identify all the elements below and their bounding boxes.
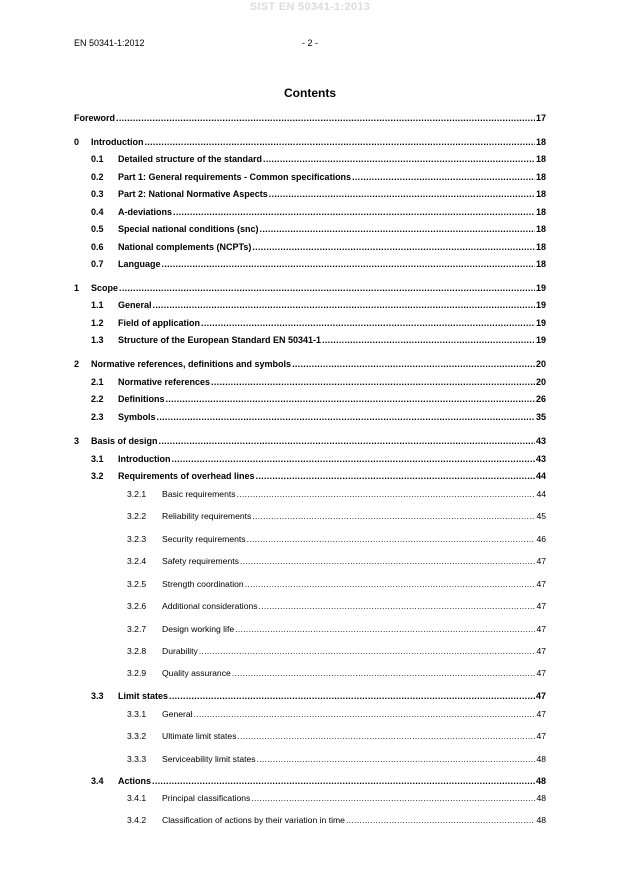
- toc-entry[interactable]: [74, 453, 546, 466]
- toc-entry-number: 3.4: [91, 776, 104, 786]
- toc-entry-page: 17: [535, 113, 546, 123]
- dot-leader: [119, 282, 535, 295]
- toc-entry[interactable]: [74, 645, 546, 658]
- dot-leader: [152, 775, 535, 788]
- toc-entry[interactable]: [74, 753, 546, 766]
- toc-entry-page: 48: [536, 793, 546, 803]
- toc-entry-number: 1.2: [91, 318, 104, 328]
- toc-entry-number: 1.1: [91, 300, 104, 310]
- toc-entry-title: Special national conditions (snc): [118, 224, 259, 234]
- toc-entry-title: Reliability requirements: [162, 511, 252, 521]
- toc-entry[interactable]: [74, 708, 546, 721]
- toc-entry-title: Basic requirements: [162, 489, 236, 499]
- toc-entry[interactable]: [74, 814, 546, 827]
- toc-entry-page: 43: [535, 454, 546, 464]
- toc-entry-title: Normative references, definitions and symbols: [91, 359, 292, 369]
- toc-entry-page: 43: [535, 436, 546, 446]
- toc-entry-title: Serviceability limit states: [162, 754, 256, 764]
- toc-entry-page: 47: [536, 579, 546, 589]
- toc-entry-number: 3.2.1: [127, 489, 147, 499]
- dot-leader: [240, 555, 536, 568]
- toc-entry-title: Ultimate limit states: [162, 731, 237, 741]
- toc-entry-title: A-deviations: [118, 207, 173, 217]
- toc-entry[interactable]: [74, 555, 546, 568]
- dot-leader: [256, 470, 535, 483]
- toc-entry-title: General: [162, 709, 193, 719]
- toc-entry-number: 2.3: [91, 412, 104, 422]
- toc-entry-page: 46: [536, 534, 546, 544]
- toc-entry-number: 3.2.5: [127, 579, 147, 589]
- toc-entry-number: 0.1: [91, 154, 104, 164]
- contents-title: Contents: [284, 86, 336, 100]
- page-number: - 2 -: [301, 38, 318, 48]
- toc-entry-title: Principal classifications: [162, 793, 251, 803]
- toc-entry[interactable]: [74, 792, 546, 805]
- dot-leader: [157, 411, 535, 424]
- toc-entry-page: 19: [535, 283, 546, 293]
- toc-entry-title: Detailed structure of the standard: [118, 154, 263, 164]
- toc-entry-title: Normative references: [118, 377, 211, 387]
- dot-leader: [145, 136, 535, 149]
- toc-entry-title: Field of application: [118, 318, 201, 328]
- toc-entry[interactable]: [74, 411, 546, 424]
- toc-entry-title: Language: [118, 259, 161, 269]
- toc-entry[interactable]: [74, 334, 546, 347]
- dot-leader: [346, 814, 536, 827]
- dot-leader: [322, 334, 535, 347]
- toc-entry-number: 0.6: [91, 242, 104, 252]
- toc-entry-page: 48: [536, 754, 546, 764]
- toc-entry-title: Basis of design: [91, 436, 158, 446]
- toc-entry-number: 3.2: [91, 471, 104, 481]
- toc-entry[interactable]: [74, 510, 546, 523]
- toc-entry-number: 3.3: [91, 691, 104, 701]
- dot-leader: [173, 206, 535, 219]
- toc-entry-page: 47: [536, 709, 546, 719]
- toc-entry[interactable]: [74, 533, 546, 546]
- dot-leader: [259, 600, 536, 613]
- dot-leader: [252, 510, 535, 523]
- toc-entry-number: 3.2.4: [127, 556, 147, 566]
- toc-entry-title: National complements (NCPTs): [118, 242, 252, 252]
- toc-entry[interactable]: [74, 775, 546, 788]
- toc-entry-page: 47: [536, 556, 546, 566]
- toc-entry-page: 18: [535, 242, 546, 252]
- toc-entry[interactable]: [74, 376, 546, 389]
- dot-leader: [237, 488, 536, 501]
- dot-leader: [172, 453, 535, 466]
- toc-entry-page: 18: [535, 154, 546, 164]
- dot-leader: [201, 317, 535, 330]
- toc-entry-page: 18: [535, 172, 546, 182]
- toc-entry-number: 1.3: [91, 335, 104, 345]
- document-id: EN 50341-1:2012: [74, 38, 145, 48]
- toc-entry-number: 3.2.7: [127, 624, 147, 634]
- dot-leader: [232, 667, 536, 680]
- toc-entry-number: 3: [74, 436, 80, 446]
- dot-leader: [245, 578, 536, 591]
- toc-entry-number: 3.4.1: [127, 793, 147, 803]
- toc-entry-page: 44: [536, 489, 546, 499]
- toc-entry-page: 47: [536, 624, 546, 634]
- toc-entry[interactable]: [74, 578, 546, 591]
- toc-entry-number: 0.3: [91, 189, 104, 199]
- toc-entry-title: Introduction: [91, 137, 144, 147]
- dot-leader: [257, 753, 536, 766]
- toc-entry-page: 18: [535, 189, 546, 199]
- dot-leader: [252, 241, 535, 254]
- toc-entry[interactable]: [74, 282, 546, 295]
- toc-entry-number: 0.7: [91, 259, 104, 269]
- toc-entry-title: Additional considerations: [162, 601, 258, 611]
- toc-entry-title: Durability: [162, 646, 198, 656]
- dot-leader: [292, 358, 535, 371]
- toc-entry-title: Part 1: General requirements - Common specifications: [118, 172, 352, 182]
- toc-entry-number: 0.2: [91, 172, 104, 182]
- toc-entry[interactable]: [74, 730, 546, 743]
- toc-entry[interactable]: [74, 171, 546, 184]
- toc-entry-page: 26: [535, 394, 546, 404]
- toc-entry-number: 3.3.1: [127, 709, 147, 719]
- toc-entry-number: 3.2.2: [127, 511, 147, 521]
- toc-entry[interactable]: [74, 112, 546, 125]
- toc-entry[interactable]: [74, 393, 546, 406]
- toc-entry-page: 20: [535, 377, 546, 387]
- toc-entry[interactable]: [74, 299, 546, 312]
- toc-entry[interactable]: [74, 223, 546, 236]
- toc-entry[interactable]: [74, 623, 546, 636]
- toc-entry-page: 19: [535, 318, 546, 328]
- dot-leader: [260, 223, 535, 236]
- toc-entry-number: 1: [74, 283, 80, 293]
- dot-leader: [166, 393, 535, 406]
- toc-entry-title: Part 2: National Normative Aspects: [118, 189, 268, 199]
- toc-entry-page: 47: [536, 601, 546, 611]
- toc-entry-page: 44: [535, 471, 546, 481]
- toc-entry-page: 48: [536, 815, 546, 825]
- toc-entry-title: Design working life: [162, 624, 235, 634]
- dot-leader: [352, 171, 535, 184]
- toc-entry[interactable]: [74, 435, 546, 448]
- toc-entry[interactable]: [74, 470, 546, 483]
- toc-entry-page: 48: [535, 776, 546, 786]
- toc-entry[interactable]: [74, 136, 546, 149]
- toc-entry[interactable]: [74, 153, 546, 166]
- toc-entry-number: 0.4: [91, 207, 104, 217]
- toc-entry-number: 3.3.2: [127, 731, 147, 741]
- toc-entry[interactable]: [74, 258, 546, 271]
- toc-entry-title: Structure of the European Standard EN 50341-1: [118, 335, 322, 345]
- toc-entry-title: Limit states: [118, 691, 169, 701]
- toc-entry-number: 2.2: [91, 394, 104, 404]
- toc-entry-title: Classification of actions by their variation in time: [162, 815, 345, 825]
- dot-leader: [211, 376, 535, 389]
- toc-entry[interactable]: [74, 358, 546, 371]
- toc-entry-number: 3.4.2: [127, 815, 147, 825]
- toc-entry-page: 19: [535, 335, 546, 345]
- toc-entry-title: Scope: [91, 283, 119, 293]
- toc-entry-number: 3.2.8: [127, 646, 147, 656]
- toc-entry[interactable]: [74, 488, 546, 501]
- toc-entry-title: General: [118, 300, 152, 310]
- toc-entry-title: Introduction: [118, 454, 171, 464]
- dot-leader: [162, 258, 535, 271]
- toc-entry[interactable]: [74, 600, 546, 613]
- toc-entry-number: 3.2.9: [127, 668, 147, 678]
- toc-entry[interactable]: [74, 241, 546, 254]
- toc-entry-title: Safety requirements: [162, 556, 239, 566]
- toc-entry-number: 0: [74, 137, 80, 147]
- dot-leader: [238, 730, 536, 743]
- dot-leader: [159, 435, 535, 448]
- toc-entry[interactable]: [74, 206, 546, 219]
- toc-entry-page: 18: [535, 224, 546, 234]
- toc-entry-title: Security requirements: [162, 534, 246, 544]
- toc-entry-page: 45: [536, 511, 546, 521]
- toc-entry-page: 47: [536, 731, 546, 741]
- toc-entry[interactable]: [74, 317, 546, 330]
- toc-entry-title: Actions: [118, 776, 152, 786]
- dot-leader: [235, 623, 535, 636]
- toc-entry-title: Symbols: [118, 412, 156, 422]
- watermark: SIST EN 50341-1:2013: [249, 1, 371, 13]
- dot-leader: [199, 645, 536, 658]
- dot-leader: [153, 299, 535, 312]
- dot-leader: [251, 792, 535, 805]
- toc-entry[interactable]: [74, 188, 546, 201]
- toc-entry-number: 0.5: [91, 224, 104, 234]
- dot-leader: [194, 708, 536, 721]
- toc-entry-title: Strength coordination: [162, 579, 244, 589]
- toc-entry[interactable]: [74, 690, 546, 703]
- toc-entry-title: Foreword: [74, 113, 116, 123]
- toc-entry-page: 47: [535, 691, 546, 701]
- toc-entry-page: 20: [535, 359, 546, 369]
- dot-leader: [247, 533, 536, 546]
- toc-entry-title: Quality assurance: [162, 668, 231, 678]
- toc-entry-page: 18: [535, 207, 546, 217]
- toc-entry-number: 3.3.3: [127, 754, 147, 764]
- dot-leader: [169, 690, 535, 703]
- dot-leader: [269, 188, 535, 201]
- dot-leader: [116, 112, 535, 125]
- toc-entry-page: 47: [536, 668, 546, 678]
- toc-entry-number: 3.1: [91, 454, 104, 464]
- toc-entry-page: 18: [535, 137, 546, 147]
- toc-entry-page: 19: [535, 300, 546, 310]
- toc-entry-number: 2: [74, 359, 80, 369]
- dot-leader: [263, 153, 535, 166]
- toc-entry[interactable]: [74, 667, 546, 680]
- toc-entry-number: 3.2.3: [127, 534, 147, 544]
- toc-entry-number: 2.1: [91, 377, 104, 387]
- toc-entry-page: 35: [535, 412, 546, 422]
- toc-entry-page: 18: [535, 259, 546, 269]
- toc-entry-title: Requirements of overhead lines: [118, 471, 255, 481]
- toc-entry-number: 3.2.6: [127, 601, 147, 611]
- toc-entry-page: 47: [536, 646, 546, 656]
- toc-entry-title: Definitions: [118, 394, 165, 404]
